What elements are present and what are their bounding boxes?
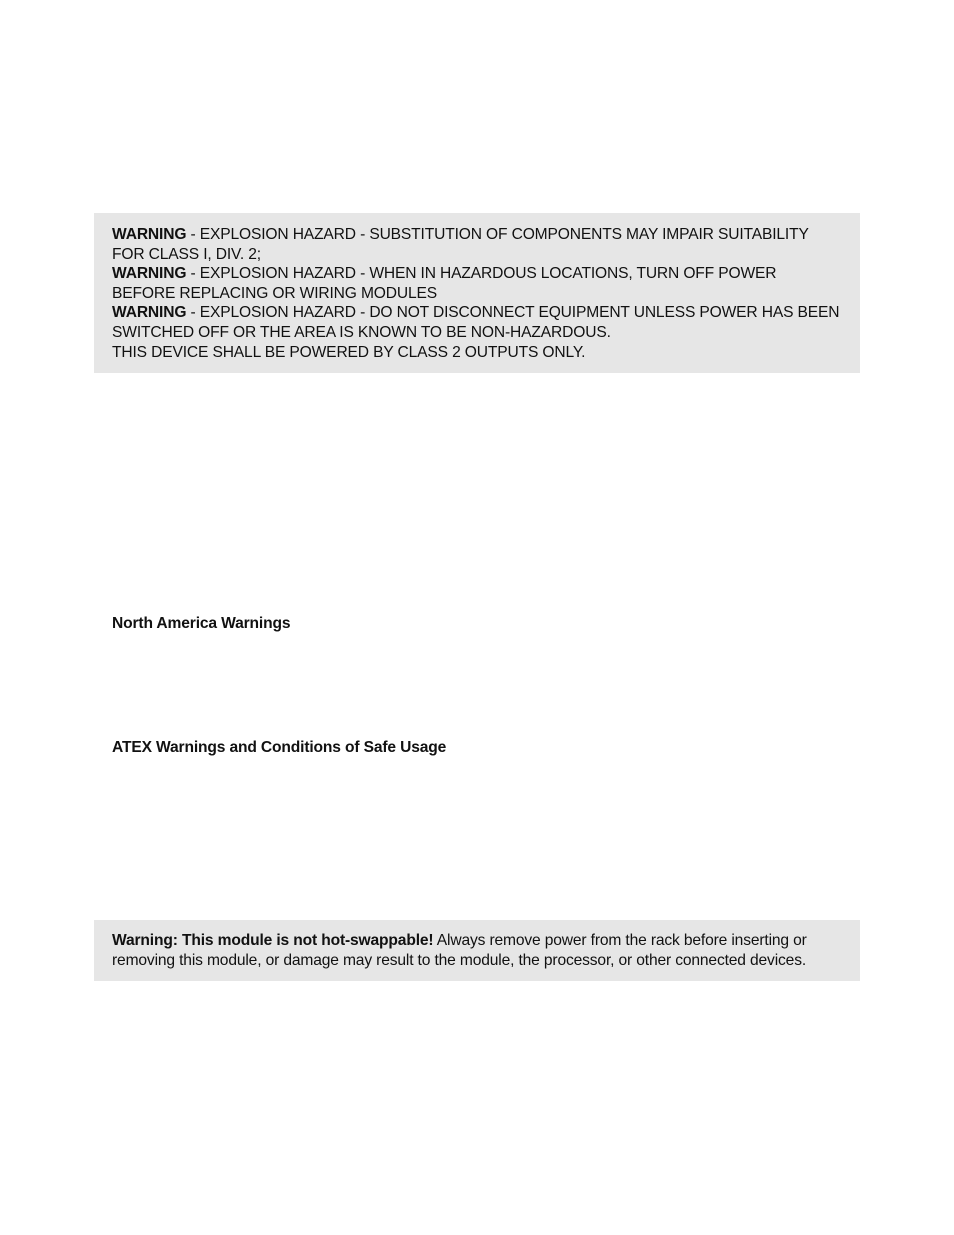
warning-label: WARNING: [112, 304, 187, 322]
hot-swap-warning-box: [94, 920, 860, 981]
warning-replacing-modules: [112, 264, 842, 303]
warning-text: - EXPLOSION HAZARD - WHEN IN HAZARDOUS LOCATIONS, TURN OFF POWER BEFORE REPLACING OR WIRING MODULES: [112, 265, 777, 302]
class2-power-note: THIS DEVICE SHALL BE POWERED BY CLASS 2 OUTPUTS ONLY.: [112, 343, 586, 361]
warning-label: WARNING: [112, 226, 187, 243]
hot-swap-warning-text: Always remove power from the rack before inserting or removing this module, or damage may result to the module, the processor, or other connected devices.: [112, 932, 807, 969]
north-america-warnings-heading: North America Warnings: [112, 615, 291, 632]
warning-disconnect-equipment: [112, 303, 842, 342]
hot-swap-warning-label: Warning: This module is not hot-swappable!: [112, 932, 434, 949]
warning-label: WARNING: [112, 265, 187, 283]
warning-text: - EXPLOSION HAZARD - SUBSTITUTION OF COMPONENTS MAY IMPAIR SUITABILITY FOR CLASS I, DIV. 2;: [112, 226, 809, 263]
warning-substitution: [112, 225, 842, 264]
atex-warnings-heading: ATEX Warnings and Conditions of Safe Usage: [112, 739, 447, 756]
hazard-warnings-box: [94, 213, 860, 373]
warning-text: - EXPLOSION HAZARD - DO NOT DISCONNECT EQUIPMENT UNLESS POWER HAS BEEN SWITCHED OFF OR THE AREA IS KNOWN TO BE NON-HAZARDOUS.: [112, 304, 840, 341]
